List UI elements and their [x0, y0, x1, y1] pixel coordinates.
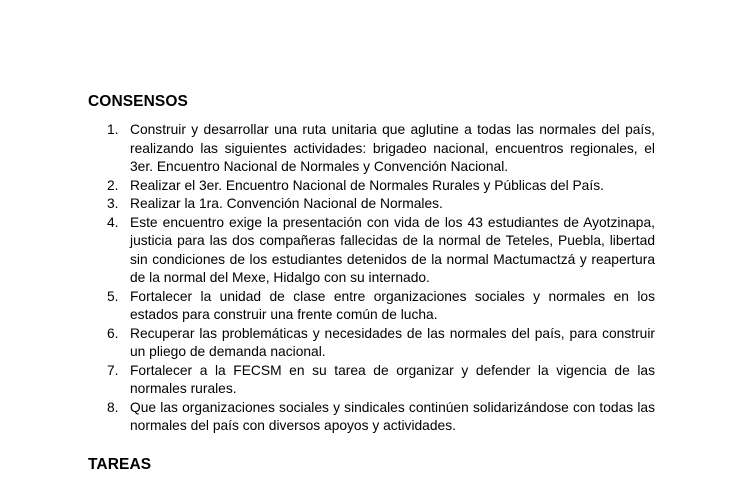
- list-item: [107, 195, 655, 214]
- list-item-text: Este encuentro exige la presentación con vida de los 43 estudiantes de Ayotzinapa, justicia para las dos compañeras fallecidas de la normal de Teteles, Puebla, libertad sin condiciones de los estudiantes detenidos de la normal Mactumactzá y reapertura de la normal del Mexe, Hidalgo con su internado.: [130, 214, 655, 285]
- list-item-number: 4.: [107, 214, 119, 230]
- list-item: [107, 399, 655, 436]
- list-item: [107, 121, 655, 177]
- list-item-text: Recuperar las problemáticas y necesidades de las normales del país, para construir un pliego de demanda nacional.: [130, 325, 655, 359]
- list-item-text: Realizar el 3er. Encuentro Nacional de Normales Rurales y Públicas del País.: [130, 177, 604, 193]
- consensos-list: [107, 121, 655, 436]
- list-item-text: Fortalecer la unidad de clase entre organizaciones sociales y normales en los estados para construir una frente común de lucha.: [130, 288, 655, 322]
- list-item: [107, 214, 655, 288]
- section-heading-tareas: TAREAS: [88, 456, 152, 473]
- list-item: [107, 288, 655, 325]
- list-item-number: 1.: [107, 122, 119, 137]
- list-item-text: Fortalecer a la FECSM en su tarea de organizar y defender la vigencia de las normales rurales.: [130, 362, 655, 396]
- list-item-number: 6.: [107, 325, 119, 341]
- list-item-number: 3.: [107, 196, 119, 211]
- list-item: [107, 325, 655, 362]
- list-item-number: 5.: [107, 288, 119, 304]
- list-item: [107, 362, 655, 399]
- section-heading-consensos: CONSENSOS: [88, 93, 188, 110]
- list-item-number: 8.: [107, 399, 119, 415]
- list-item-number: 7.: [107, 362, 119, 378]
- list-item: [107, 177, 655, 196]
- list-item-text: Construir y desarrollar una ruta unitaria que aglutine a todas las normales del país, realizando las siguientes actividades: brigadeo nacional, encuentros regionales, el 3er. Encuentro Nacional de Normales y Convención Nacional.: [130, 122, 655, 174]
- list-item-number: 2.: [107, 177, 119, 193]
- list-item-text: Que las organizaciones sociales y sindicales continúen solidarizándose con todas las normales del país con diversos apoyos y actividades.: [130, 399, 655, 433]
- list-item-text: Realizar la 1ra. Convención Nacional de Normales.: [130, 196, 443, 211]
